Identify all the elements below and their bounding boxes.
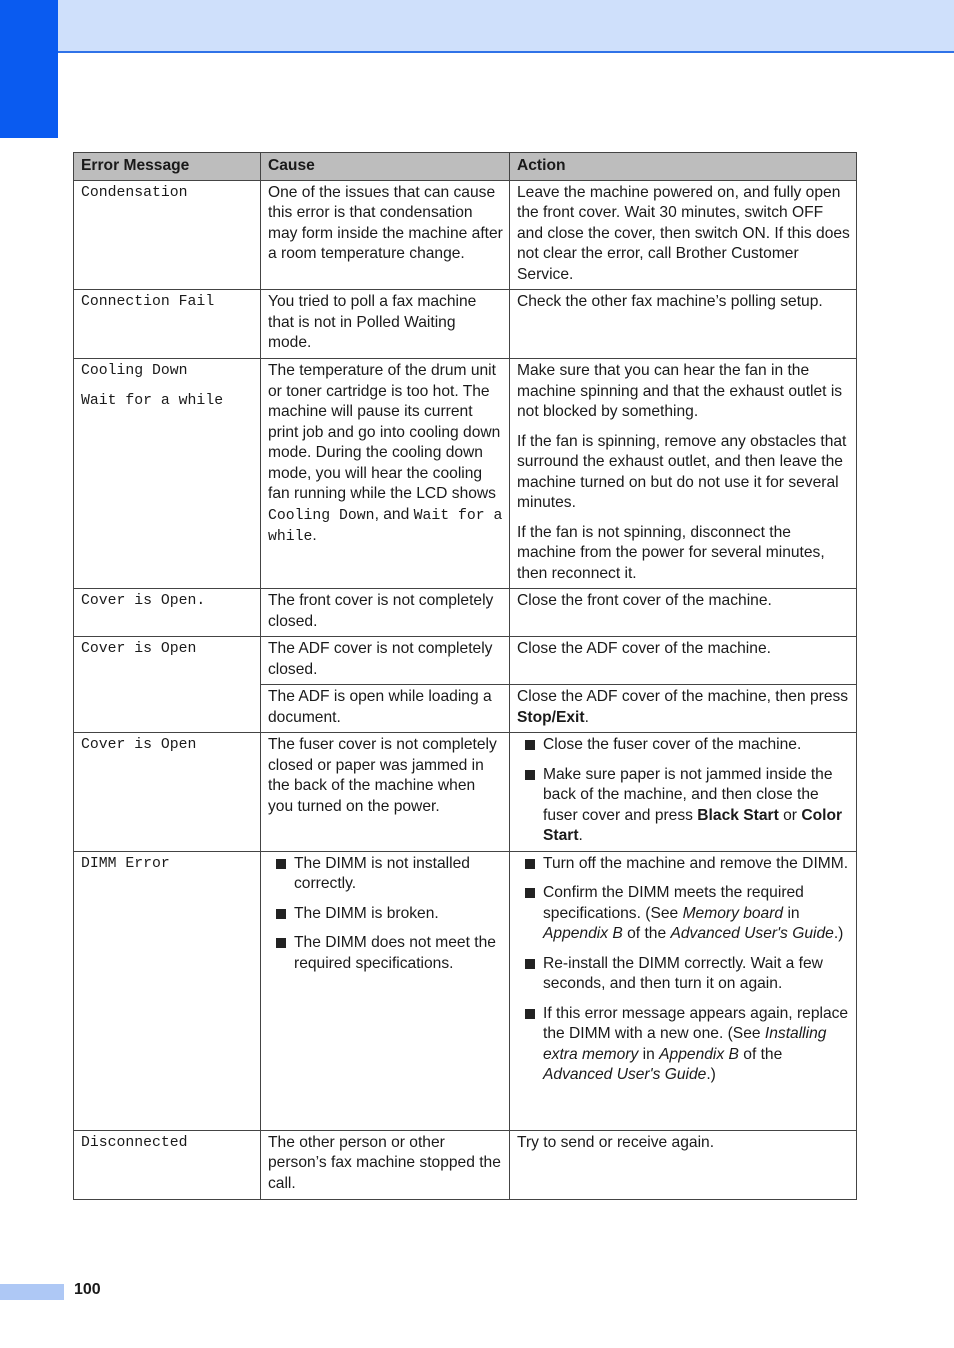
table-row <box>74 733 857 852</box>
list-item: Re-install the DIMM correctly. Wait a few seconds, and then turn it on again. <box>517 954 850 995</box>
error-message-cell <box>74 359 261 589</box>
error-message-cell: Cover is Open <box>74 733 261 852</box>
action-cell: Close the ADF cover of the machine. <box>510 637 857 685</box>
action-text: .) <box>833 925 844 942</box>
action-paragraph: If the fan is not spinning, disconnect the machine from the power for several minutes, then reconnect it. <box>517 523 825 582</box>
error-line: Cooling Down <box>81 363 188 379</box>
error-message-table <box>73 152 857 1200</box>
list-item <box>517 1004 850 1086</box>
cause-cell: The other person or other person’s fax machine stopped the call. <box>261 1130 510 1199</box>
action-text: .) <box>706 1066 716 1083</box>
page-number: 100 <box>74 1281 101 1298</box>
header-cause: Cause <box>261 153 510 181</box>
color-start-key: Color Start <box>543 806 843 844</box>
error-message-cell: Cover is Open <box>74 637 261 733</box>
list-item: The DIMM is not installed correctly. <box>268 854 503 895</box>
action-text: . <box>578 827 583 844</box>
action-text: of the <box>627 925 667 942</box>
action-cell: Leave the machine powered on, and fully open the front cover. Wait 30 minutes, switch OFF and close the cover, then switch ON. If this does not clear the error, call Brother Customer Service. <box>510 180 857 290</box>
action-cell: Check the other fax machine’s polling setup. <box>510 290 857 359</box>
error-message-cell: Connection Fail <box>74 290 261 359</box>
action-cell <box>510 733 857 852</box>
list-item <box>517 883 850 945</box>
error-message-cell: Disconnected <box>74 1130 261 1199</box>
action-text: Close the ADF cover of the machine, then press <box>517 688 849 705</box>
reference-guide: Advanced User's Guide <box>543 1066 707 1083</box>
reference-appendix: Appendix B <box>659 1045 739 1063</box>
table-row <box>74 290 857 359</box>
list-item: The DIMM is broken. <box>268 904 503 925</box>
header-action: Action <box>510 153 857 181</box>
action-cell <box>510 359 857 589</box>
table-row <box>74 589 857 637</box>
table-row <box>74 359 857 589</box>
action-paragraph: If the fan is spinning, remove any obstacles that surround the exhaust outlet, and then leave the machine turned on but do not use it for several minutes. <box>517 432 847 511</box>
action-cell <box>510 685 857 733</box>
reference-appendix: Appendix B <box>543 925 623 942</box>
header-band <box>0 0 954 53</box>
reference-title: Memory board <box>682 904 784 922</box>
chapter-tab <box>0 0 58 138</box>
cause-cell: The fuser cover is not completely closed or paper was jammed in the back of the machine when you turned on the power. <box>261 733 510 852</box>
table-row <box>74 1130 857 1199</box>
cause-text: . <box>312 527 317 544</box>
action-cell: Close the front cover of the machine. <box>510 589 857 637</box>
black-start-key: Black Start <box>697 806 779 824</box>
action-text: . <box>584 708 589 726</box>
table-header-row <box>74 153 857 181</box>
lcd-message: Wait for a while <box>268 507 503 545</box>
error-message-cell: Cover is Open. <box>74 589 261 637</box>
table-row <box>74 637 857 685</box>
action-text: Confirm the DIMM meets the required specifications. (See <box>543 884 804 922</box>
cause-cell <box>261 359 510 589</box>
action-paragraph: Make sure that you can hear the fan in the machine spinning and that the exhaust outlet is not blocked by something. <box>517 362 843 420</box>
reference-title: Installing extra memory <box>543 1025 827 1063</box>
cause-cell: The ADF cover is not completely closed. <box>261 637 510 685</box>
stop-exit-key: Stop/Exit <box>517 708 585 726</box>
action-text: in <box>642 1045 655 1063</box>
list-item <box>517 765 850 847</box>
action-cell: Try to send or receive again. <box>510 1130 857 1199</box>
error-message-cell: DIMM Error <box>74 851 261 1130</box>
table-row <box>74 180 857 290</box>
cause-text: , and <box>374 505 410 523</box>
action-text: in <box>787 904 800 922</box>
action-text: Make sure paper is not jammed inside the back of the machine, and then close the fuser cover and press <box>543 765 833 824</box>
table-row <box>74 851 857 1130</box>
header-error-message: Error Message <box>74 153 261 181</box>
cause-cell <box>261 851 510 1130</box>
action-list <box>517 854 850 1086</box>
error-message-cell: Condensation <box>74 180 261 290</box>
cause-cell: The front cover is not completely closed. <box>261 589 510 637</box>
page-tab <box>0 1284 64 1300</box>
action-cell <box>510 851 857 1130</box>
list-item: The DIMM does not meet the required specifications. <box>268 933 503 974</box>
action-text: of the <box>743 1045 783 1063</box>
cause-list <box>268 854 503 975</box>
reference-guide: Advanced User's Guide <box>670 925 834 942</box>
cause-cell: The ADF is open while loading a document. <box>261 685 510 733</box>
cause-text: The temperature of the drum unit or toner cartridge is too hot. The machine will pause its current print job and go into cooling down mode. During the cooling down mode, you will hear the cooling fan running while the LCD shows <box>268 362 501 502</box>
cause-cell: One of the issues that can cause this error is that condensation may form inside the machine after a room temperature change. <box>261 180 510 290</box>
action-text: If this error message appears again, replace the DIMM with a new one. (See <box>543 1004 849 1042</box>
list-item: Close the fuser cover of the machine. <box>517 735 850 756</box>
action-text: or <box>783 806 797 824</box>
error-line: Wait for a while <box>81 392 224 409</box>
cause-cell: You tried to poll a fax machine that is not in Polled Waiting mode. <box>261 290 510 359</box>
action-list <box>517 735 850 847</box>
list-item: Turn off the machine and remove the DIMM. <box>517 854 850 875</box>
lcd-message: Cooling Down <box>268 507 375 524</box>
